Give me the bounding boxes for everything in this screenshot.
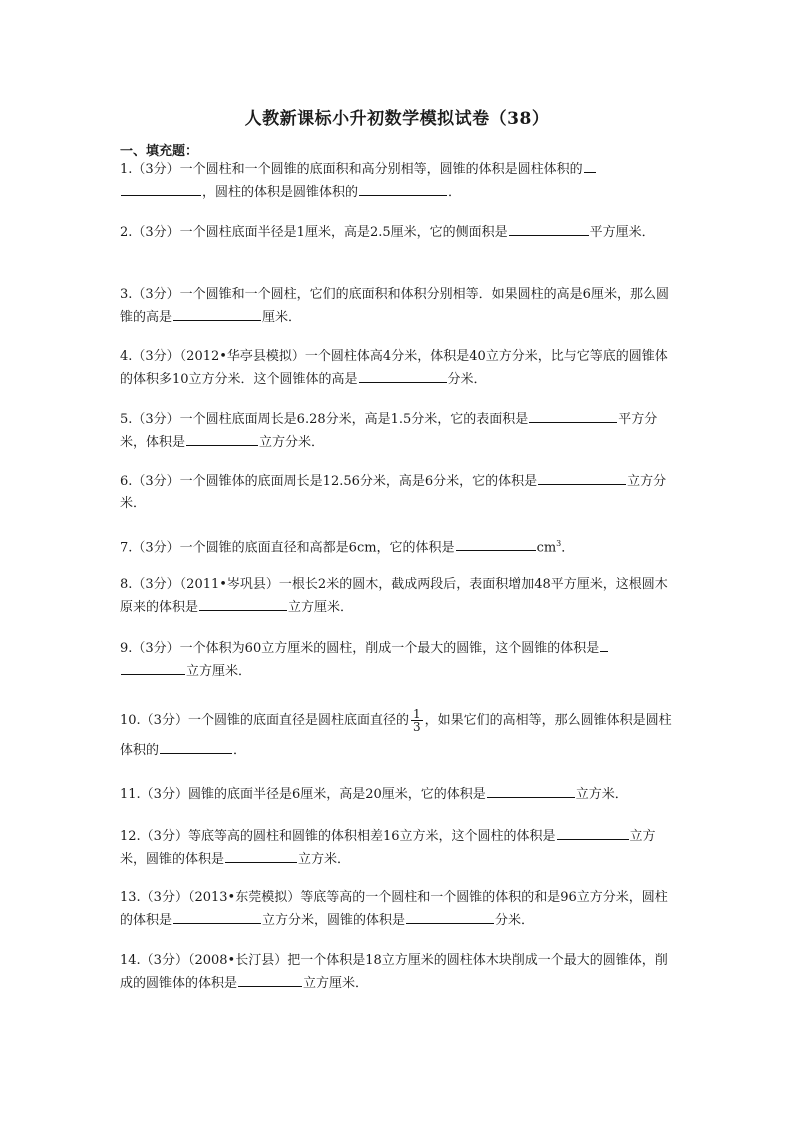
question-9: 9.（3分）一个体积为60立方厘米的圆柱，削成一个最大的圆锥，这个圆锥的体积是 立方厘米．	[120, 637, 680, 683]
answer-blank[interactable]	[584, 158, 596, 173]
question-5: 5.（3分）一个圆柱底面周长是6.28分米，高是1.5分米，它的表面积是 平方分米，体积是 立方分米．	[120, 408, 680, 454]
question-10: 10.（3分）一个圆锥的底面直径是圆柱底面直径的 $\frac{1}{3}$ ，如果它们的高相等，那么圆锥体积是圆柱体积的 ．	[120, 707, 672, 758]
answer-blank[interactable]	[186, 431, 258, 446]
answer-blank[interactable]	[600, 637, 608, 652]
answer-blank[interactable]	[199, 596, 287, 611]
answer-blank[interactable]	[121, 181, 201, 196]
page-title: 人教新课标小升初数学模拟试卷（38）	[244, 109, 550, 129]
question-4: 4.（3分）（2012•华亭县模拟）一个圆柱体高4分米，体积是40立方分米，比与它等底的圆锥体的体积多10立方分米．这个圆锥体的高是 分米．	[120, 349, 668, 387]
answer-blank[interactable]	[121, 660, 185, 675]
answer-blank[interactable]	[406, 909, 494, 924]
answer-blank[interactable]	[557, 825, 629, 840]
question-7: 7.（3分）一个圆锥的底面直径和高都是6cm，它的体积是 $cm^3$．	[120, 533, 680, 559]
section-heading: 一、填充题：	[120, 144, 199, 159]
question-1: 1.（3分）一个圆柱和一个圆锥的底面积和高分别相等，圆锥的体积是圆柱体积的 ，圆柱的体积是圆锥体积的 ．	[120, 158, 680, 204]
answer-blank[interactable]	[487, 783, 575, 798]
answer-blank[interactable]	[359, 368, 447, 383]
answer-blank[interactable]	[509, 221, 589, 236]
answer-blank[interactable]	[160, 739, 232, 754]
question-13: 13.（3分）（2013•东莞模拟）等底等高的一个圆柱和一个圆锥的体积的和是96立方分米，圆柱的体积是 立方分米，圆锥的体积是 分米．	[120, 890, 668, 928]
question-3: 3.（3分）一个圆锥和一个圆柱，它们的底面积和体积分别相等．如果圆柱的高是6厘米，那么圆锥的高是 厘米．	[120, 287, 669, 325]
answer-blank[interactable]	[359, 181, 447, 196]
question-14: 14.（3分）（2008•长汀县）把一个体积是18立方厘米的圆柱体木块削成一个最大的圆锥体，削成的圆锥体的体积是 立方厘米．	[120, 953, 668, 991]
question-8: 8.（3分）（2011•岑巩县）一根长2米的圆木，截成两段后，表面积增加48平方厘米，这根圆木原来的体积是 立方厘米．	[120, 577, 668, 615]
question-6: 6.（3分）一个圆锥体的底面周长是12.56分米，高是6分米，它的体积是 立方分米．	[120, 470, 680, 515]
answer-blank[interactable]	[238, 972, 302, 987]
fraction-one-third: $\frac{1}{3}$	[412, 707, 421, 734]
answer-blank[interactable]	[225, 848, 297, 863]
answer-blank[interactable]	[173, 909, 261, 924]
question-2: 2.（3分）一个圆柱底面半径是1厘米，高是2.5厘米，它的侧面积是 平方厘米．	[120, 221, 680, 244]
question-11: 11.（3分）圆锥的底面半径是6厘米，高是20厘米，它的体积是 立方米．	[120, 783, 680, 806]
answer-blank[interactable]	[456, 536, 536, 551]
answer-blank[interactable]	[173, 306, 261, 321]
answer-blank[interactable]	[529, 408, 617, 423]
answer-blank[interactable]	[538, 470, 626, 485]
question-12: 12.（3分）等底等高的圆柱和圆锥的体积相差16立方米，这个圆柱的体积是 立方米，圆锥的体积是 立方米．	[120, 825, 680, 871]
